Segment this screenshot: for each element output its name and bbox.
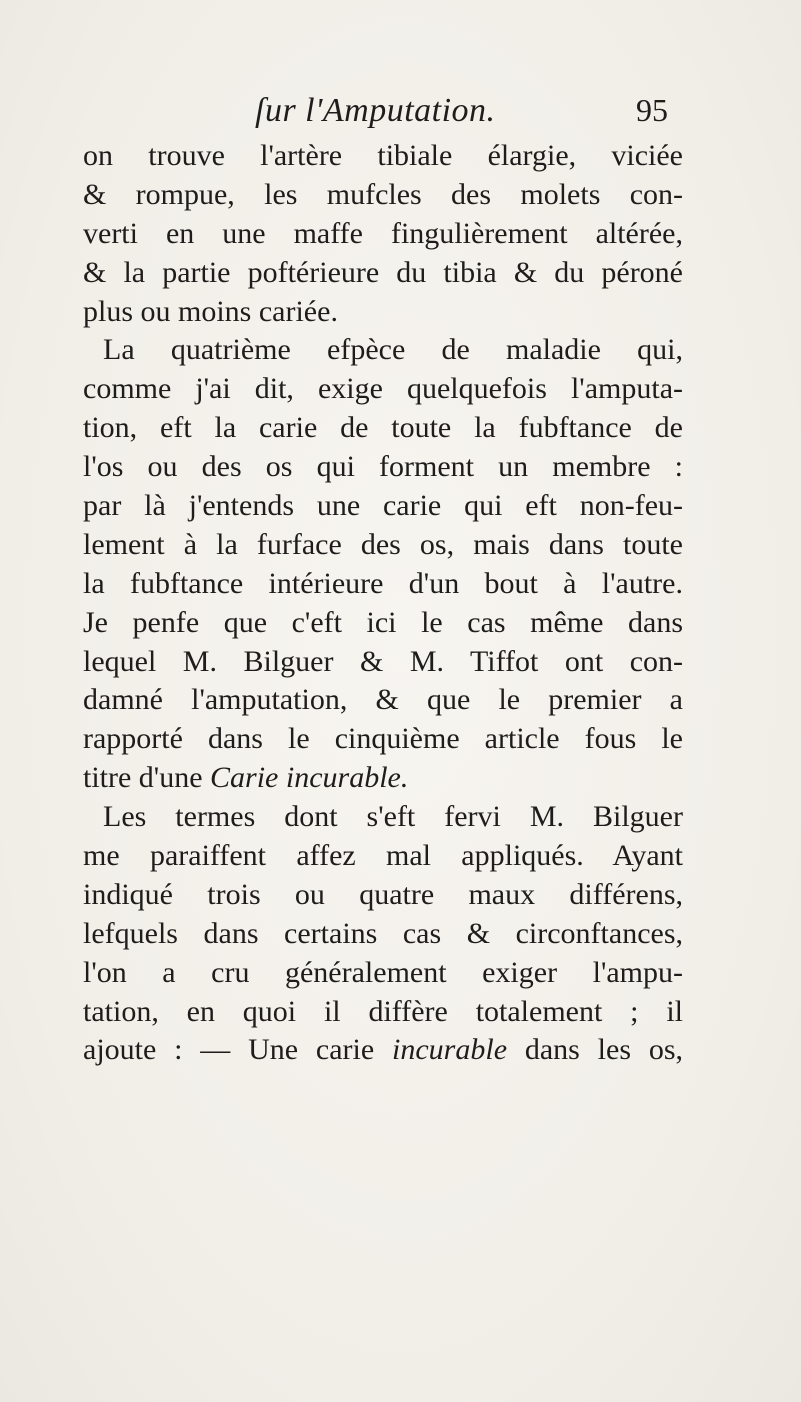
running-head-title: ſur l'Amputation.: [255, 92, 496, 129]
text-line: me paraiffent affez mal appliqués. Ayant: [83, 839, 683, 873]
text-line: par là j'entends une carie qui eft non-feu-: [83, 489, 683, 523]
page-number: 95: [636, 92, 668, 128]
text-line: on trouve l'artère tibiale élargie, viciée: [83, 139, 683, 172]
text-line: tion, eft la carie de toute la fubftance de: [83, 411, 683, 445]
paragraph-start-line: Les termes dont s'eft fervi M. Bilguer: [103, 800, 683, 834]
text-line: indiqué trois ou quatre maux différens,: [83, 877, 683, 911]
text-segment: titre d'une: [83, 761, 211, 795]
text-line: la fubftance intérieure d'un bout à l'autre.: [83, 566, 683, 600]
text-line: verti en une maffe fingulièrement altérée,: [83, 216, 683, 250]
text-line: l'on a cru généralement exiger l'ampu-: [83, 955, 683, 989]
text-line: lefquels dans certains cas & circonftances,: [83, 916, 683, 950]
text-segment: ajoute : — Une carie: [83, 1033, 393, 1067]
text-segment: dans les os,: [507, 1033, 683, 1067]
text-line: lequel M. Bilguer & M. Tiffot ont con-: [83, 644, 683, 678]
text-line-with-italic: [83, 759, 683, 798]
text-line: lement à la furface des os, mais dans toute: [83, 527, 683, 561]
text-line: tation, en quoi il diffère totalement ; il: [83, 994, 683, 1028]
text-line-with-italic: [83, 1031, 683, 1070]
text-line: Je penfe que c'eft ici le cas même dans: [83, 605, 683, 639]
body-text: [83, 137, 683, 1070]
italic-word: incurable: [392, 1033, 508, 1067]
text-line: comme j'ai dit, exige quelquefois l'amputa-: [83, 372, 683, 406]
text-line: damné l'amputation, & que le premier a: [83, 683, 683, 717]
italic-phrase: Carie incurable.: [210, 761, 409, 795]
text-line: l'os ou des os qui forment un membre :: [83, 450, 683, 484]
text-line: & rompue, les mufcles des molets con-: [83, 177, 683, 211]
text-line: plus ou moins cariée.: [83, 294, 338, 328]
text-line: & la partie poftérieure du tibia & du péroné: [83, 255, 683, 289]
text-line: rapporté dans le cinquième article fous le: [83, 722, 683, 756]
paragraph-start-line: La quatrième efpèce de maladie qui,: [103, 333, 683, 367]
running-head: [0, 92, 801, 132]
